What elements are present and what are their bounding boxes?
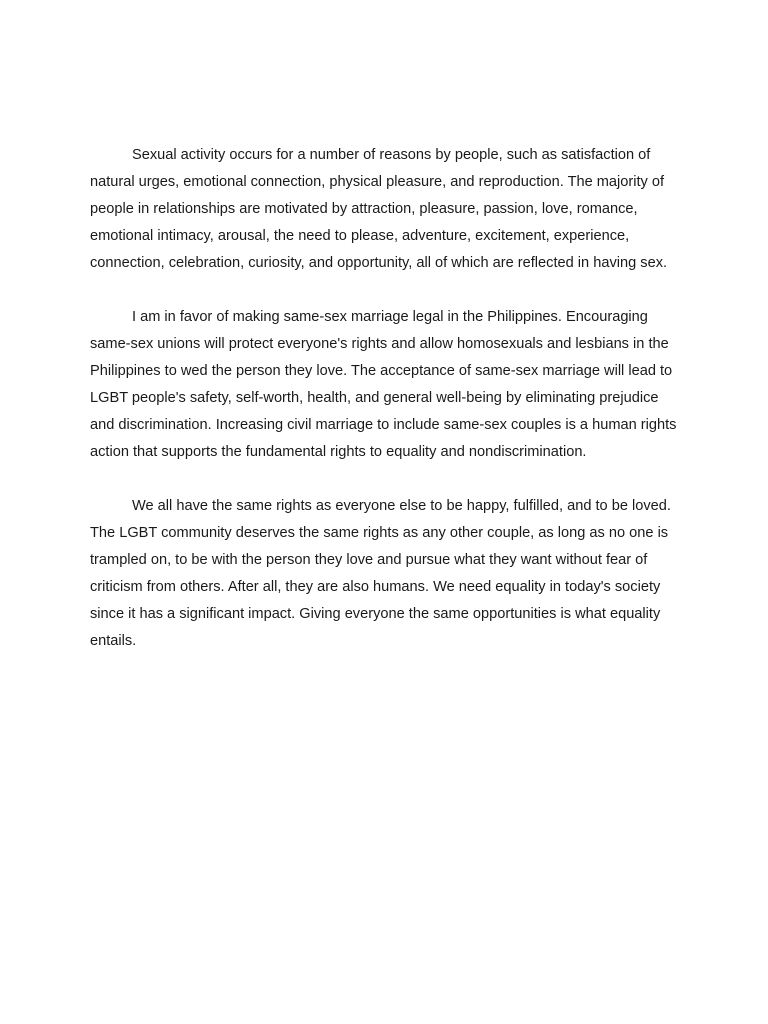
paragraph-equal-rights: We all have the same rights as everyone else to be happy, fulfilled, and to be loved. The LGBT community deserves the same rights as any other couple, as long as no one is trampled on, to be with the person they love and pursue what they want without fear of criticism from others. After all, they are also humans. We need equality in today's society since it has a significant impact. Giving everyone the same opportunities is what equality entails. xyxy=(90,498,671,649)
paragraph-reasons-for-sex: Sexual activity occurs for a number of reasons by people, such as satisfaction of natural urges, emotional connection, physical pleasure, and reproduction. The majority of people in relationships are motivated by attraction, pleasure, passion, love, romance, emotional intimacy, arousal, the need to please, adventure, excitement, experience, connection, celebration, curiosity, and opportunity, all of which are reflected in having sex. xyxy=(90,147,668,271)
paragraph-same-sex-marriage: I am in favor of making same-sex marriage legal in the Philippines. Encouraging same-sex unions will protect everyone's rights and allow homosexuals and lesbians in the Philippines to wed the person they love. The acceptance of same-sex marriage will lead to LGBT people's safety, self-worth, health, and general well-being by eliminating prejudice and discrimination. Increasing civil marriage to include same-sex couples is a human rights action that supports the fundamental rights to equality and nondiscrimination. xyxy=(90,309,677,460)
document-body xyxy=(90,142,678,682)
